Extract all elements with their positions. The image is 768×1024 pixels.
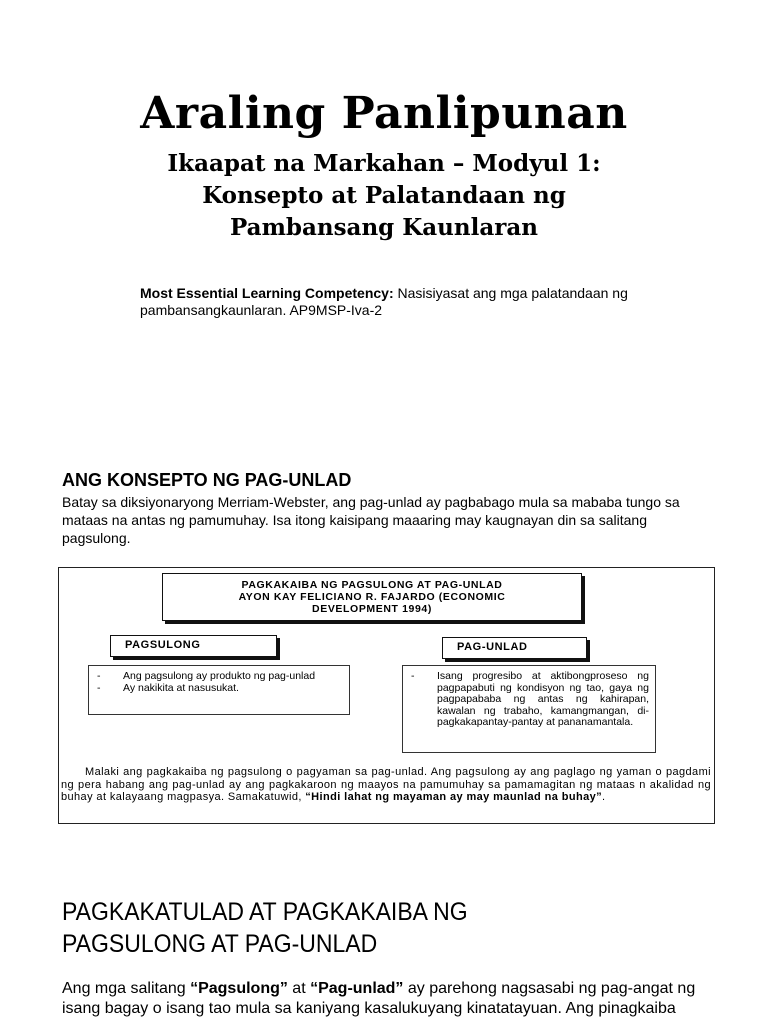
pagunlad-label: PAG-UNLAD: [442, 637, 587, 659]
section-heading-pagkakatulad: [62, 896, 669, 960]
module-subtitle-line-2: Konsepto at Palatandaan ng: [202, 182, 566, 209]
term-pagunlad: “Pag-unlad”: [310, 980, 404, 997]
pagunlad-list: [402, 665, 656, 753]
list-dash: -: [411, 670, 415, 682]
caption-bold-quote: “Hindi lahat ng mayaman ay may maunlad na buhay”: [305, 791, 602, 803]
page-title: Araling Panlipunan: [140, 88, 628, 139]
figure-title-line-2: AYON KAY FELICIANO R. FAJARDO (ECONOMIC: [238, 591, 506, 603]
pagsulong-label: PAGSULONG: [110, 635, 277, 657]
heading-line-1: PAGKAKATULAD AT PAGKAKAIBA NG: [62, 898, 468, 926]
section-heading-konsepto: ANG KONSEPTO NG PAG-UNLAD: [62, 470, 352, 490]
section-paragraph-konsepto: Batay sa diksiyonaryong Merriam-Webster, ang pag-unlad ay pagbabago mula sa mababa tungo sa mataas na antas ng pamumuhay. Isa itong kaisipang maaaring may kaugnayan din sa salitang pagsulong.: [62, 494, 680, 546]
figure-title-box: [162, 573, 582, 621]
term-pagsulong: “Pagsulong”: [190, 980, 288, 997]
list-item: [97, 683, 343, 695]
para-rest: ay parehong nagsasabi ng pag-angat ng isang bagay o isang tao mula sa kaniyang kasalukuyang kinatatayuan. Ang pinagkaiba: [62, 980, 696, 1017]
figure-title-line-3: DEVELOPMENT 1994): [312, 603, 432, 615]
section-paragraph-pagkakatulad: [62, 979, 712, 1019]
caption-end: .: [602, 791, 606, 803]
list-dash: -: [97, 670, 101, 682]
pagsulong-list: [88, 665, 350, 715]
module-subtitle-line-1: Ikaapat na Markahan – Modyul 1:: [167, 150, 601, 177]
comparison-figure: [58, 567, 715, 824]
para-mid: at: [287, 980, 311, 997]
figure-caption: [61, 766, 711, 804]
list-text: Ang pagsulong ay produkto ng pag-unlad: [123, 670, 316, 682]
figure-title-line-1: PAGKAKAIBA NG PAGSULONG AT PAG-UNLAD: [241, 579, 503, 591]
competency-text: Nasisiyasat ang mga palatandaan ng pambansangkaunlaran. AP9MSP-Iva-2: [140, 285, 628, 318]
heading-line-2: PAGSULONG AT PAG-UNLAD: [62, 930, 378, 958]
list-item: [411, 671, 649, 729]
list-text: Ay nakikita at nasusukat.: [123, 681, 239, 694]
competency-label: Most Essential Learning Competency:: [140, 285, 394, 301]
caption-text: Malaki ang pagkakaiba ng pagsulong o pagyaman sa pag-unlad. Ang pagsulong ay ang paglago ng yaman o pagdami ng pera habang ang pag-unlad ay ang pagkakaroon ng maayos na pamumuhay sa pamamagitan ng mataas n akalidad ng buhay at kalayaang magpasya. Samakatuwid,: [61, 766, 711, 803]
list-text: Isang progresibo at aktibongproseso ng pagpapabuti ng kondisyon ng tao, gaya ng pagpapababa ng antas ng kahirapan, kawalan ng trabaho, kamangmangan, di-pagkakapantay-pantay at pananamantala.: [437, 670, 649, 728]
module-subtitle-line-3: Pambansang Kaunlaran: [229, 214, 538, 241]
para-start: Ang mga salitang: [62, 980, 191, 997]
list-item: [97, 671, 343, 683]
list-dash: -: [97, 681, 101, 694]
learning-competency: [140, 285, 680, 319]
